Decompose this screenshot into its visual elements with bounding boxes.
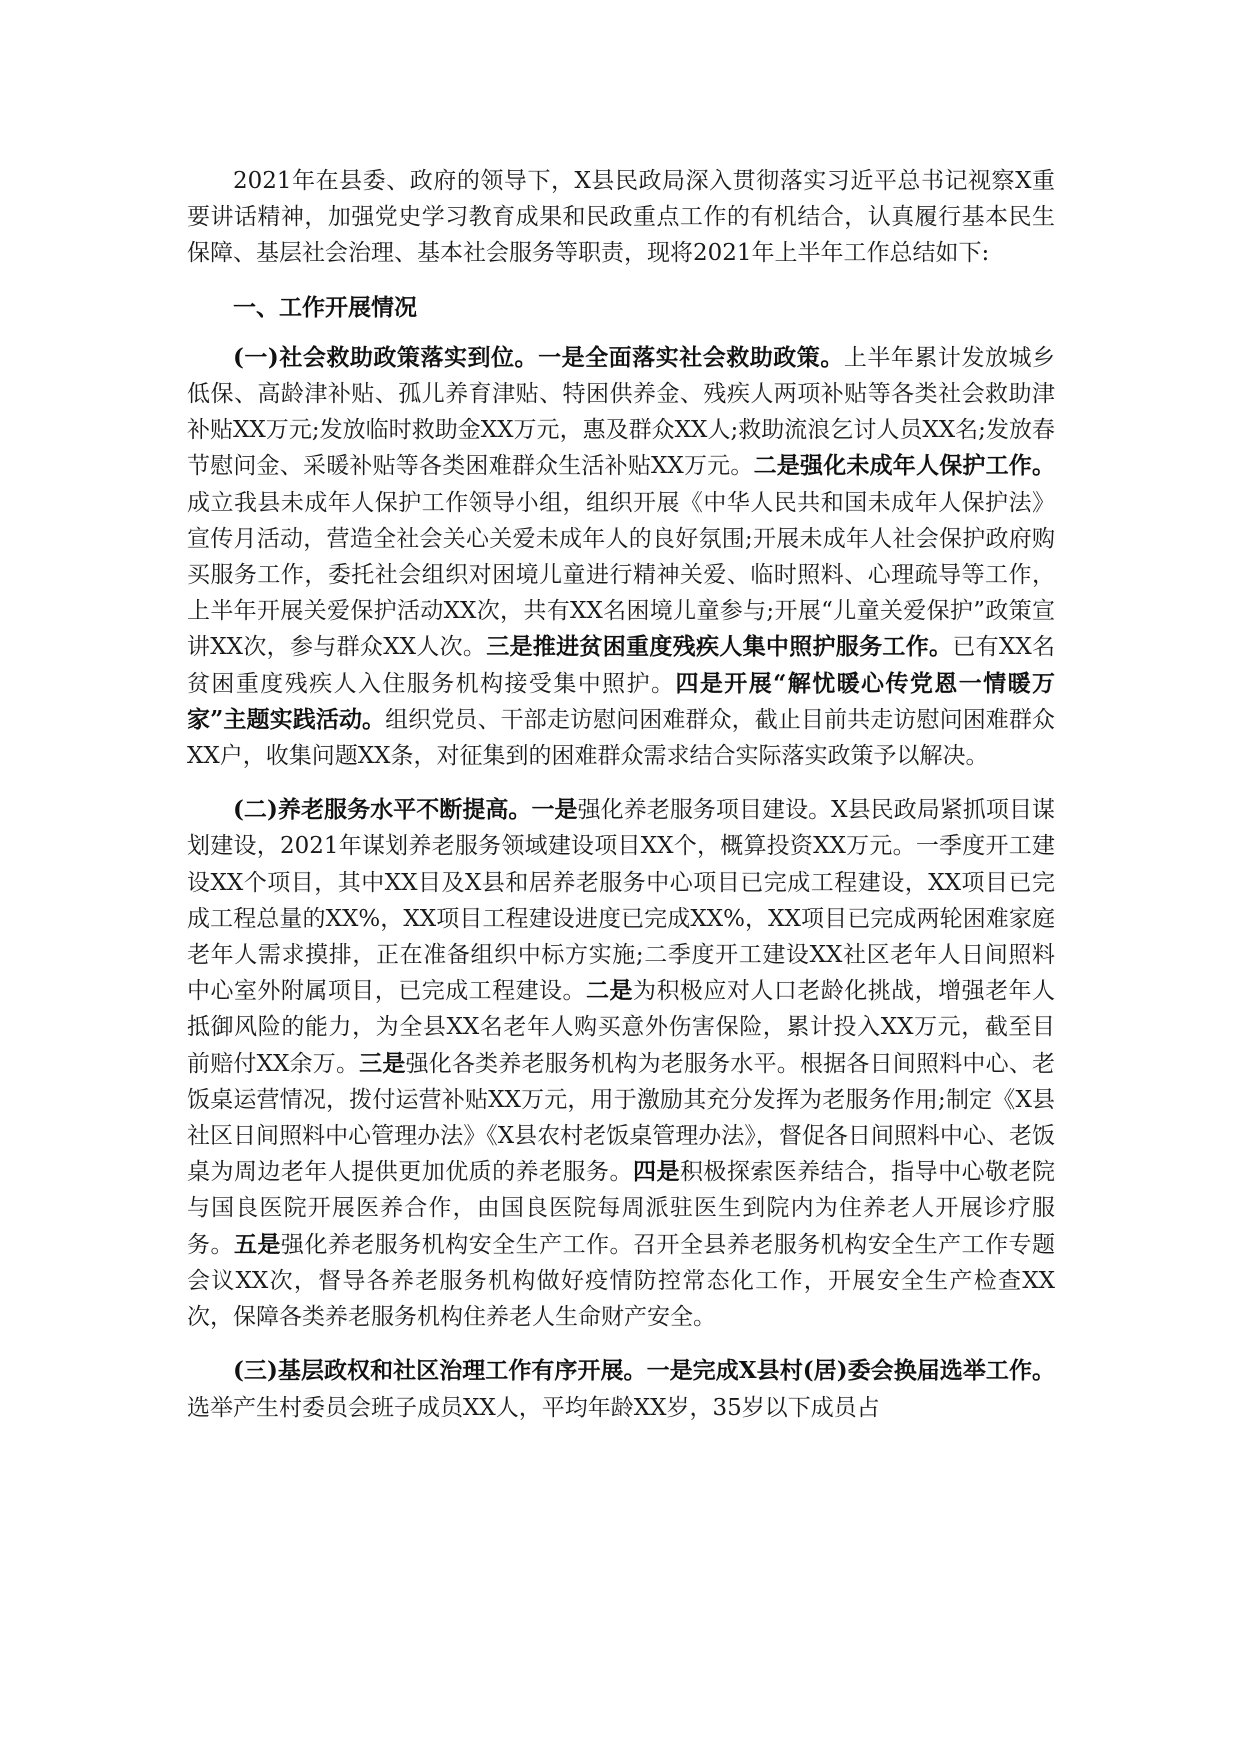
point-title: 四是开展“解忧暖心传党恩一情暖万家”主题实践活动。 (187, 669, 1055, 733)
point-text: 强化各类养老服务机构为老服务水平。根据各日间照料中心、老饭桌运营情况，拨付运营补贴XX万元，用于激励其充分发挥为老服务作用;制定《X县社区日间照料中心管理办法》《X县农村老饭桌管理办法》，督促各日间照料中心、老饭桌为周边老年人提供更加优质的养老服务。 (187, 1050, 1056, 1186)
document-body (187, 163, 1055, 1426)
social-assistance-paragraph (187, 340, 1055, 774)
section-heading: 一、工作开展情况 (233, 294, 417, 321)
point-text: 上半年累计发放城乡低保、高龄津补贴、孤儿养育津贴、特困供养金、残疾人两项补贴等各类社会救助津补贴XX万元;发放临时救助金XX万元，惠及群众XX人;救助流浪乞讨人员XX名;发放春节慰问金、采暖补贴等各类困难群众生活补贴XX万元。 (187, 344, 1056, 480)
subsection-title: (二)养老服务水平不断提高。 (233, 796, 532, 824)
point-text: 已有XX名贫困重度残疾人入住服务机构接受集中照护。 (187, 634, 1056, 697)
point-marker: 五是 (233, 1230, 281, 1258)
point-marker: 一是 (531, 796, 578, 824)
subsection-title: (一)社会救助政策落实到位。 (233, 343, 539, 371)
point-text: 选举产生村委员会班子成员XX人，平均年龄XX岁，35岁以下成员占 (187, 1394, 880, 1421)
point-title: 一是全面落实社会救助政策。 (538, 343, 844, 371)
point-marker: 二是 (586, 977, 633, 1005)
point-text: 成立我县未成年人保护工作领导小组，组织开展《中华人民共和国未成年人保护法》宣传月活动，营造全社会关心关爱未成年人的良好氛围;开展未成年人社会保护政府购买服务工作，委托社会组织对困境儿童进行精神关爱、临时照料、心理疏导等工作，上半年开展关爱保护活动XX次，共有XX名困境儿童参与;开展“儿童关爱保护”政策宣讲XX次，参与群众XX人次。 (187, 489, 1055, 661)
point-marker: 三是 (359, 1049, 406, 1077)
point-title: 二是强化未成年人保护工作。 (753, 452, 1056, 480)
grassroots-governance-paragraph (187, 1353, 1055, 1425)
point-text: 强化养老服务机构安全生产工作。召开全县养老服务机构安全生产工作专题会议XX次，督导各养老服务机构做好疫情防控常态化工作，开展安全生产检查XX次，保障各类养老服务机构住养老人生命财产安全。 (187, 1231, 1056, 1331)
subsection-title: (三)基层政权和社区治理工作有序开展。 (233, 1357, 647, 1385)
point-text: 强化养老服务项目建设。X县民政局紧抓项目谋划建设，2021年谋划养老服务领域建设项目XX个，概算投资XX万元。一季度开工建设XX个项目，其中XX目及X县和居养老服务中心项目已完成工程建设，XX项目已完成工程总量的XX%，XX项目工程建设进度已完成XX%，XX项目已完成两轮困难家庭老年人需求摸排，正在准备组织中标方实施;二季度开工建设XX社区老年人日间照料中心室外附属项目，已完成工程建设。 (187, 797, 1056, 1005)
point-text: 积极探索医养结合，指导中心敬老院与国良医院开展医养合作，由国良医院每周派驻医生到院内为住养老人开展诊疗服务。 (187, 1159, 1056, 1258)
point-text: 组织党员、干部走访慰问困难群众，截止目前共走访慰问困难群众XX户，收集问题XX条，对征集到的困难群众需求结合实际落实政策予以解决。 (187, 706, 1056, 770)
elderly-care-paragraph (187, 792, 1055, 1335)
point-marker: 四是 (632, 1158, 680, 1186)
point-title: 三是推进贫困重度残疾人集中照护服务工作。 (486, 633, 953, 661)
point-text: 为积极应对人口老龄化挑战，增强老年人抵御风险的能力，为全县XX名老年人购买意外伤害保险，累计投入XX万元，截至目前赔付XX余万。 (187, 978, 1056, 1077)
intro-paragraph (187, 163, 1055, 272)
intro-text: 2021年在县委、政府的领导下，X县民政局深入贯彻落实习近平总书记视察X重要讲话精神，加强党史学习教育成果和民政重点工作的有机结合，认真履行基本民生保障、基层社会治理、基本社会服务等职责，现将2021年上半年工作总结如下: (187, 168, 1055, 267)
point-title: 一是完成X县村(居)委会换届选举工作。 (646, 1357, 1055, 1385)
